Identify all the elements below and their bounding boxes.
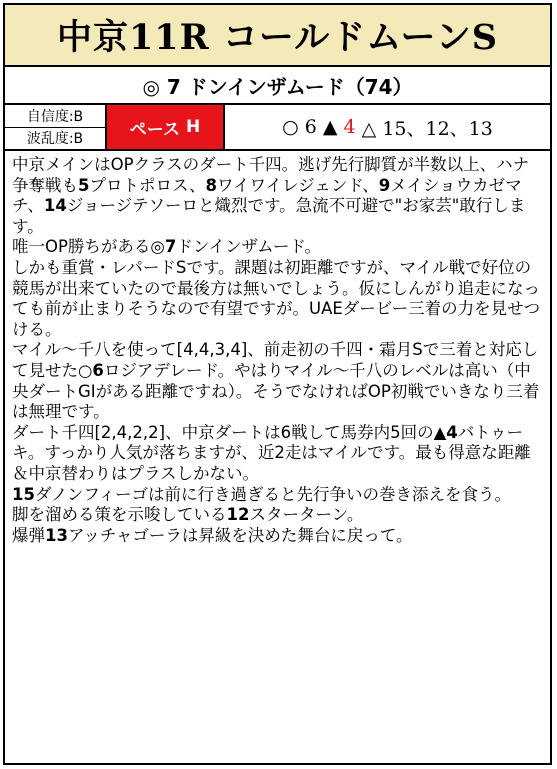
analysis-text-run: スターターン。 [249, 505, 364, 525]
horse-number: 5 [78, 175, 90, 195]
mark-black-triangle-number: 4 [343, 116, 356, 138]
pace-value: H [185, 117, 201, 137]
horse-number: 8 [205, 175, 217, 195]
horse-number: 15 [12, 484, 35, 504]
race-title: 中京11R コールドムーンS [5, 5, 550, 67]
ratings-box [5, 105, 107, 149]
horse-number: 12 [226, 505, 250, 525]
volatility-rating: 波乱度:B [5, 127, 105, 150]
horse-number: 14 [43, 196, 67, 216]
analysis-text-run: ドンインザムード。 [176, 237, 321, 257]
analysis-text-run: ジョージテソーロと熾烈です。急流不可避で"お家芸"敢行します。 [12, 196, 526, 236]
analysis-paragraph [12, 340, 544, 422]
analysis-text-run: 脚を溜める策を示唆している [12, 505, 227, 525]
analysis-text-run: バトゥーキ。すっかり人気が落ちますが、近2走はマイルです。最も得意な距離＆中京替わりはプラスしかない。 [12, 422, 531, 483]
analysis-text-run: アッチャゴーラは昇級を決めた舞台に戻って。 [67, 525, 413, 545]
analysis-text-run: マイル～千八を使って[4,4,3,4]、前走初の千四・霜月Sで三着と対応して見せた○ [12, 340, 539, 380]
mark-white-triangle: △ 15、12、13 [355, 117, 493, 140]
mark-black-triangle: ▲ [322, 116, 344, 138]
analysis-text-run: 唯一OP勝ちがある◎ [12, 237, 165, 257]
analysis-text-run: しかも重賞・レパードSです。課題は初距離ですが、マイル戦で好位の競馬が出来ていたので最後方は無いでしょう。仮にしんがり追走になっても前が止まりそうなので有望ですが。UAEダービー三着の力を見せつける。 [12, 257, 541, 339]
analysis-paragraph [12, 237, 544, 258]
horse-number: 6 [92, 360, 104, 380]
analysis-text-run: ダート千四[2,4,2,2]、中京ダートは6戦して馬券内5回の▲ [12, 422, 447, 442]
analysis-text-run: プロトポロス、 [89, 175, 206, 195]
horse-number: 9 [378, 175, 391, 195]
analysis-paragraph [12, 423, 544, 485]
analysis-paragraph [12, 258, 544, 340]
analysis-text [5, 151, 550, 546]
pace-badge [107, 105, 225, 149]
main-pick: ◎ 7 ドンインザムード（74） [5, 67, 550, 105]
mark-circle: ○ 6 [282, 116, 323, 138]
analysis-text-run: 爆弾 [12, 525, 45, 545]
analysis-text-run: メイショウカゼマチ、 [12, 175, 522, 216]
analysis-text-run: ロジアデレード。やはりマイル～千八のレベルは高い（中央ダートGIがある距離ですね）。そうでなければOP初戦でいきなり三着は無理です。 [12, 360, 540, 422]
analysis-text-run: ワイワイレジェンド、 [216, 175, 379, 195]
analysis-paragraph [12, 485, 544, 506]
race-prediction-card [3, 3, 552, 765]
analysis-paragraph [12, 505, 544, 526]
rating-row [5, 105, 550, 151]
horse-number: 13 [45, 525, 68, 545]
analysis-paragraph [12, 155, 544, 237]
horse-number: 7 [164, 237, 177, 257]
analysis-paragraph [12, 526, 544, 547]
pace-label: ペース [129, 119, 180, 140]
horse-number: 4 [446, 422, 458, 442]
analysis-text-run: ダノンフィーゴは前に行き過ぎると先行争いの巻き添えを食う。 [34, 484, 511, 504]
analysis-text-run: 中京メインはOPクラスのダート千四。逃げ先行脚質が半数以上、ハナ争奪戦も [12, 155, 530, 195]
marks-line [225, 105, 550, 149]
confidence-rating: 自信度:B [26, 108, 84, 125]
